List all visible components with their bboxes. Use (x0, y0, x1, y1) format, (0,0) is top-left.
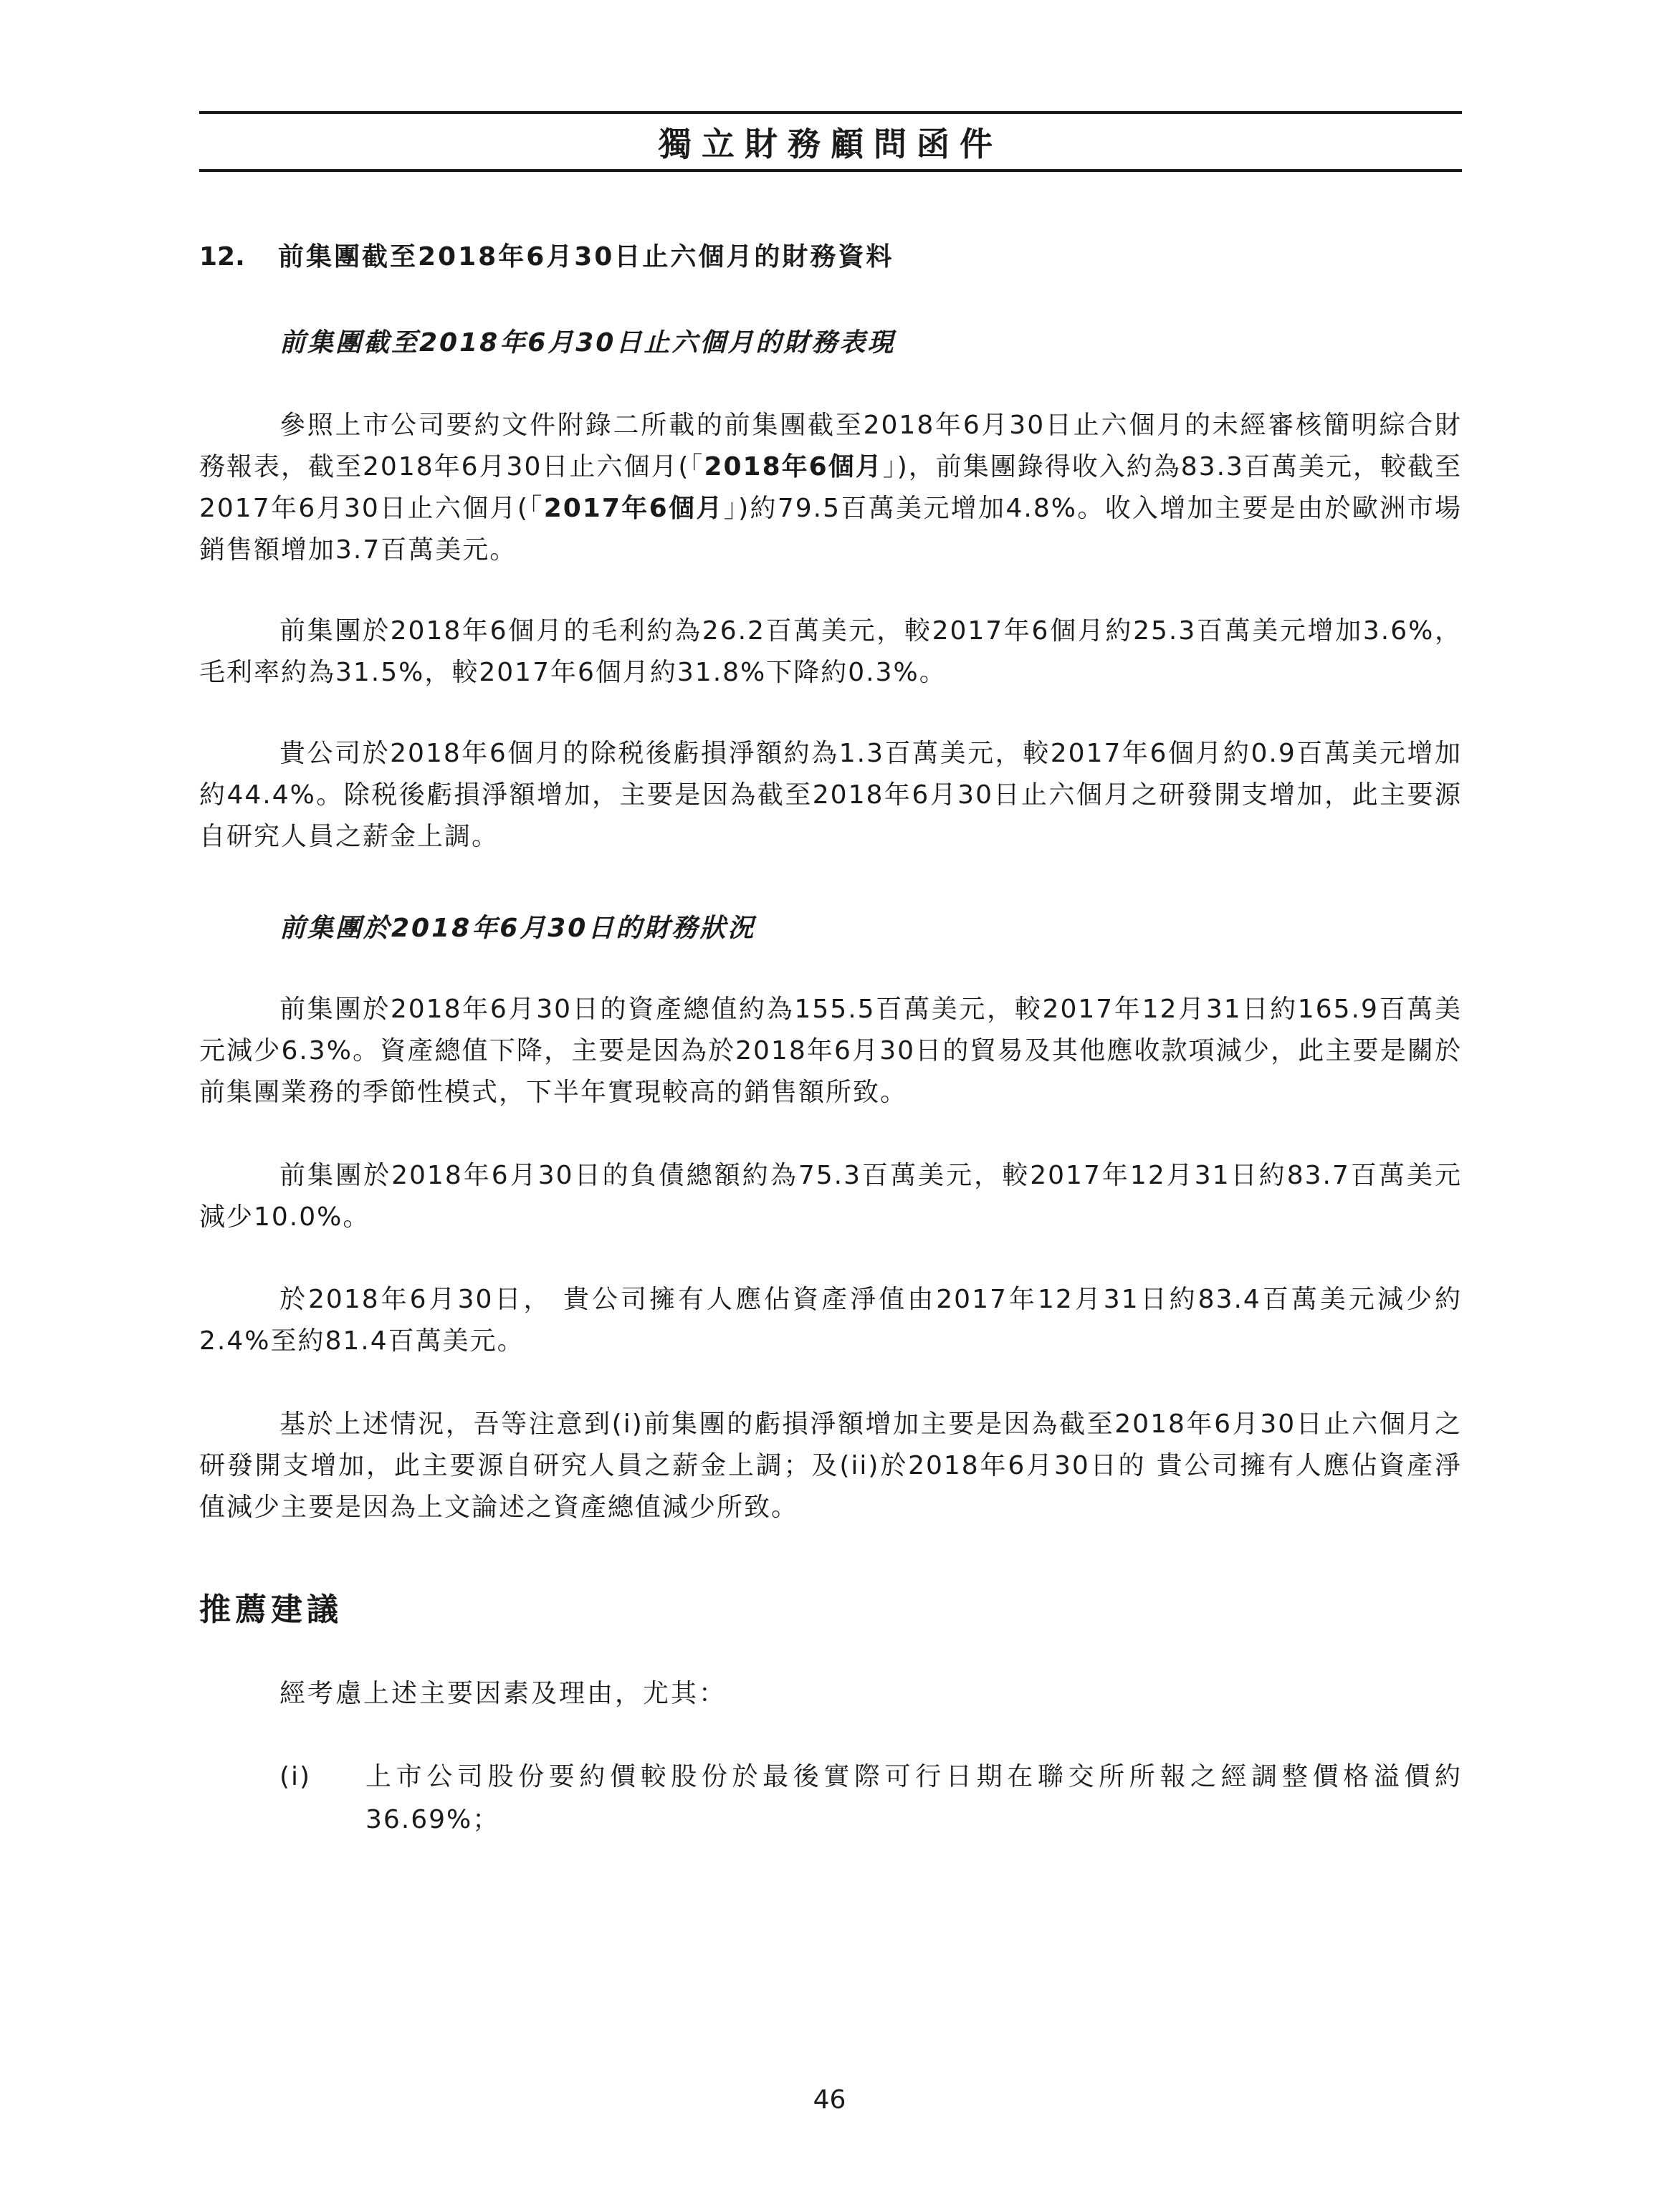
paragraph-revenue-text-a: 參照上市公司要約文件附錄二所載的前集團截至2018年6月30日止六個月的未經審核簡明綜合財務報表，截至2018年6月30日止六個月(「 (199, 411, 1462, 482)
recommendation-intro: 經考慮上述主要因素及理由，尤其： (279, 1679, 727, 1708)
paragraph-gross-profit: 前集團於2018年6個月的毛利約為26.2百萬美元，較2017年6個月約25.3百萬美元增加3.6%，毛利率約為31.5%，較2017年6個月約31.8%下降約0.3%。 (199, 616, 1462, 687)
section-title: 前集團截至2018年6月30日止六個月的財務資料 (278, 242, 894, 272)
defined-term-2018-six-months: 2018年6個月 (704, 452, 883, 482)
list-item-text: 上市公司股份要約價較股份於最後實際可行日期在聯交所所報之經調整價格溢價約36.69%； (365, 1762, 1462, 1834)
header-bottom-rule (199, 169, 1462, 172)
list-item-marker: (i) (279, 1762, 312, 1791)
recommendation-list-item (279, 1756, 1462, 1842)
header-top-rule (199, 111, 1462, 114)
page-number: 46 (813, 2085, 846, 2115)
paragraph-net-loss: 貴公司於2018年6個月的除税後虧損淨額約為1.3百萬美元，較2017年6個月約0.9百萬美元增加約44.4%。除税後虧損淨額增加，主要是因為截至2018年6月30日止六個月之研發開支增加，此主要源自研究人員之薪金上調。 (199, 739, 1462, 851)
paragraph-net-asset-value: 於2018年6月30日， 貴公司擁有人應佔資產淨值由2017年12月31日約83.4百萬美元減少約2.4%至約81.4百萬美元。 (199, 1285, 1462, 1356)
subheading-financial-performance: 前集團截至2018年6月30日止六個月的財務表現 (279, 328, 896, 358)
page-header-title: 獨立財務顧問函件 (659, 125, 1003, 163)
paragraph-revenue-text-c: 」)，前集團錄得收入約為83.3百萬美元，較截至2017年6月30日止六個月(「 (199, 452, 1462, 523)
defined-term-2017-six-months: 2017年6個月 (543, 494, 724, 523)
subheading-financial-position: 前集團於2018年6月30日的財務狀況 (279, 914, 756, 943)
paragraph-total-liabilities: 前集團於2018年6月30日的負債總額約為75.3百萬美元，較2017年12月31日約83.7百萬美元減少10.0%。 (199, 1161, 1462, 1232)
paragraph-revenue-text-e: 」)約79.5百萬美元增加4.8%。收入增加主要是由於歐洲市場銷售額增加3.7百萬美元。 (199, 494, 1462, 565)
paragraph-revenue (199, 405, 1462, 571)
paragraph-total-assets: 前集團於2018年6月30日的資產總值約為155.5百萬美元，較2017年12月31日約165.9百萬美元減少6.3%。資產總值下降，主要是因為於2018年6月30日的貿易及其他應收款項減少，此主要是關於前集團業務的季節性模式，下半年實現較高的銷售額所致。 (199, 995, 1462, 1107)
section-heading (199, 236, 894, 273)
paragraph-summary-observations: 基於上述情況，吾等注意到(i)前集團的虧損淨額增加主要是因為截至2018年6月30日止六個月之研發開支增加，此主要源自研究人員之薪金上調；及(ii)於2018年6月30日的 貴公司擁有人應佔資產淨值減少主要是因為上文論述之資產總值減少所致。 (199, 1409, 1462, 1522)
section-number: 12. (199, 242, 245, 272)
recommendation-heading: 推薦建議 (199, 1591, 343, 1628)
